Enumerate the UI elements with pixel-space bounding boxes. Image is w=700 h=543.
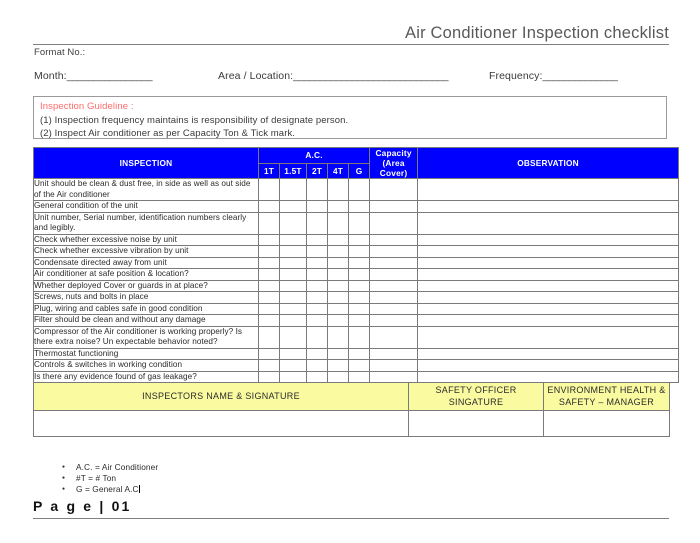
capacity-cell[interactable] bbox=[370, 348, 418, 360]
tick-cell-1t[interactable] bbox=[259, 280, 280, 292]
tick-cell-2t[interactable] bbox=[307, 179, 328, 201]
tick-cell-2t[interactable] bbox=[307, 371, 328, 383]
text-cursor bbox=[139, 485, 140, 493]
tick-cell-4t[interactable] bbox=[328, 348, 349, 360]
inspection-table bbox=[33, 147, 679, 383]
tick-cell-g[interactable] bbox=[349, 371, 370, 383]
capacity-cell[interactable] bbox=[370, 371, 418, 383]
frequency-label: Frequency: bbox=[489, 70, 543, 82]
column-header-inspection: INSPECTION bbox=[34, 148, 259, 179]
tick-cell-2t[interactable] bbox=[307, 246, 328, 258]
capacity-cell[interactable] bbox=[370, 246, 418, 258]
tick-cell-g[interactable] bbox=[349, 269, 370, 281]
title-row bbox=[33, 24, 669, 43]
tick-cell-g[interactable] bbox=[349, 315, 370, 327]
tick-cell-1t[interactable] bbox=[259, 360, 280, 372]
tick-cell-g[interactable] bbox=[349, 201, 370, 213]
month-label: Month: bbox=[34, 70, 67, 82]
tick-cell-4t[interactable] bbox=[328, 201, 349, 213]
inspection-guideline-box bbox=[33, 96, 667, 139]
observation-cell[interactable] bbox=[418, 326, 679, 348]
area-location-label: Area / Location: bbox=[218, 70, 294, 82]
tick-cell-1-5t[interactable] bbox=[280, 269, 307, 281]
inspection-item-text: Air conditioner at safe position & location? bbox=[34, 269, 259, 281]
footer-divider bbox=[33, 518, 669, 519]
inspection-item-text: Plug, wiring and cables safe in good condition bbox=[34, 303, 259, 315]
capacity-line-3: Cover) bbox=[379, 168, 408, 178]
column-header-capacity bbox=[370, 148, 418, 179]
tick-cell-1t[interactable] bbox=[259, 303, 280, 315]
capacity-cell[interactable] bbox=[370, 234, 418, 246]
legend-item bbox=[76, 473, 158, 484]
tick-cell-4t[interactable] bbox=[328, 326, 349, 348]
inspection-item-text: Is there any evidence found of gas leakage? bbox=[34, 371, 259, 383]
tick-cell-4t[interactable] bbox=[328, 269, 349, 281]
table-row bbox=[34, 348, 679, 360]
inspection-item-text: Screws, nuts and bolts in place bbox=[34, 292, 259, 304]
inspection-item-text: Whether deployed Cover or guards in at place? bbox=[34, 280, 259, 292]
inspection-item-text: Compressor of the Air conditioner is working properly? Is there extra noise? Un expectable behavior noted? bbox=[34, 326, 259, 348]
capacity-cell[interactable] bbox=[370, 201, 418, 213]
tick-cell-1-5t[interactable] bbox=[280, 257, 307, 269]
inspection-table-body bbox=[34, 179, 679, 383]
tick-cell-1-5t[interactable] bbox=[280, 292, 307, 304]
tick-cell-4t[interactable] bbox=[328, 234, 349, 246]
observation-cell[interactable] bbox=[418, 280, 679, 292]
area-location-field bbox=[218, 70, 448, 82]
tick-cell-1t[interactable] bbox=[259, 292, 280, 304]
capacity-cell[interactable] bbox=[370, 269, 418, 281]
table-row bbox=[34, 360, 679, 372]
table-row bbox=[34, 371, 679, 383]
guideline-heading: Inspection Guideline : bbox=[40, 101, 134, 112]
tick-cell-2t[interactable] bbox=[307, 212, 328, 234]
table-row bbox=[34, 257, 679, 269]
tick-cell-g[interactable] bbox=[349, 280, 370, 292]
table-row bbox=[34, 212, 679, 234]
tick-cell-1-5t[interactable] bbox=[280, 280, 307, 292]
tick-cell-g[interactable] bbox=[349, 326, 370, 348]
observation-cell[interactable] bbox=[418, 360, 679, 372]
tick-cell-2t[interactable] bbox=[307, 292, 328, 304]
month-field bbox=[34, 70, 152, 82]
capacity-line-2: (Area bbox=[382, 158, 405, 168]
tick-cell-1t[interactable] bbox=[259, 201, 280, 213]
tick-cell-g[interactable] bbox=[349, 292, 370, 304]
legend-item-label: G = General A.C bbox=[76, 484, 139, 494]
tick-cell-1t[interactable] bbox=[259, 246, 280, 258]
tick-cell-1t[interactable] bbox=[259, 269, 280, 281]
capacity-cell[interactable] bbox=[370, 303, 418, 315]
guideline-item-1: (1) Inspection frequency maintains is responsibility of designate person. bbox=[40, 114, 349, 126]
observation-cell[interactable] bbox=[418, 371, 679, 383]
signature-header-inspectors: INSPECTORS NAME & SIGNATURE bbox=[34, 383, 409, 411]
inspection-item-text: Filter should be clean and without any damage bbox=[34, 315, 259, 327]
observation-cell[interactable] bbox=[418, 303, 679, 315]
signature-field-safety-officer[interactable] bbox=[409, 411, 544, 437]
table-row bbox=[34, 234, 679, 246]
frequency-field bbox=[489, 70, 617, 82]
signature-entry-row bbox=[34, 411, 670, 437]
tick-cell-1t[interactable] bbox=[259, 326, 280, 348]
inspection-item-text: Unit number, Serial number, identification numbers clearly and legibly. bbox=[34, 212, 259, 234]
table-row bbox=[34, 315, 679, 327]
inspection-item-text: Thermostat functioning bbox=[34, 348, 259, 360]
legend-item bbox=[76, 484, 158, 495]
tick-cell-g[interactable] bbox=[349, 360, 370, 372]
guideline-item-2: (2) Inspect Air conditioner as per Capacity Ton & Tick mark. bbox=[40, 127, 296, 139]
observation-cell[interactable] bbox=[418, 257, 679, 269]
observation-cell[interactable] bbox=[418, 246, 679, 258]
tick-cell-4t[interactable] bbox=[328, 212, 349, 234]
tick-cell-1-5t[interactable] bbox=[280, 360, 307, 372]
page-title: Air Conditioner Inspection checklist bbox=[405, 24, 669, 42]
frequency-input-blank[interactable]: ______________ bbox=[542, 70, 618, 82]
tick-cell-1-5t[interactable] bbox=[280, 326, 307, 348]
tick-cell-2t[interactable] bbox=[307, 360, 328, 372]
tick-cell-1-5t[interactable] bbox=[280, 246, 307, 258]
tick-cell-4t[interactable] bbox=[328, 315, 349, 327]
signature-header-ehs-manager bbox=[544, 383, 670, 411]
column-header-ac-group: A.C. bbox=[259, 148, 370, 164]
tick-cell-g[interactable] bbox=[349, 234, 370, 246]
tick-cell-g[interactable] bbox=[349, 303, 370, 315]
tick-cell-2t[interactable] bbox=[307, 303, 328, 315]
table-row bbox=[34, 246, 679, 258]
format-no-label: Format No.: bbox=[34, 47, 86, 58]
observation-cell[interactable] bbox=[418, 212, 679, 234]
tick-cell-4t[interactable] bbox=[328, 303, 349, 315]
ehs-manager-line-2: SAFETY – MANAGER bbox=[558, 396, 655, 407]
tick-cell-1-5t[interactable] bbox=[280, 234, 307, 246]
capacity-cell[interactable] bbox=[370, 315, 418, 327]
observation-cell[interactable] bbox=[418, 292, 679, 304]
tick-cell-4t[interactable] bbox=[328, 360, 349, 372]
tick-cell-4t[interactable] bbox=[328, 371, 349, 383]
legend-item-label: A.C. = Air Conditioner bbox=[76, 462, 159, 472]
capacity-cell[interactable] bbox=[370, 179, 418, 201]
signature-field-inspectors[interactable] bbox=[34, 411, 409, 437]
legend-item bbox=[76, 462, 158, 473]
tick-cell-2t[interactable] bbox=[307, 348, 328, 360]
tick-cell-4t[interactable] bbox=[328, 179, 349, 201]
table-row bbox=[34, 292, 679, 304]
observation-cell[interactable] bbox=[418, 315, 679, 327]
page-number: P a g e | 01 bbox=[33, 498, 132, 514]
observation-cell[interactable] bbox=[418, 348, 679, 360]
table-row bbox=[34, 269, 679, 281]
month-input-blank[interactable]: ________________ bbox=[66, 70, 153, 82]
observation-cell[interactable] bbox=[418, 179, 679, 201]
tick-cell-g[interactable] bbox=[349, 257, 370, 269]
observation-cell[interactable] bbox=[418, 201, 679, 213]
observation-cell[interactable] bbox=[418, 269, 679, 281]
tick-cell-2t[interactable] bbox=[307, 201, 328, 213]
tick-cell-4t[interactable] bbox=[328, 246, 349, 258]
signature-header-safety-officer: SAFETY OFFICER SINGATURE bbox=[409, 383, 544, 411]
table-row bbox=[34, 201, 679, 213]
tick-cell-1-5t[interactable] bbox=[280, 179, 307, 201]
column-header-ac-1t: 1T bbox=[259, 163, 280, 179]
tick-cell-4t[interactable] bbox=[328, 292, 349, 304]
tick-cell-2t[interactable] bbox=[307, 280, 328, 292]
capacity-cell[interactable] bbox=[370, 212, 418, 234]
capacity-cell[interactable] bbox=[370, 292, 418, 304]
tick-cell-1-5t[interactable] bbox=[280, 315, 307, 327]
inspection-item-text: General condition of the unit bbox=[34, 201, 259, 213]
capacity-cell[interactable] bbox=[370, 257, 418, 269]
inspection-item-text: Unit should be clean & dust free, in side as well as out side of the Air conditioner bbox=[34, 179, 259, 201]
capacity-line-1: Capacity bbox=[375, 148, 412, 158]
tick-cell-1-5t[interactable] bbox=[280, 212, 307, 234]
area-location-input-blank[interactable]: _____________________________ bbox=[293, 70, 449, 82]
table-row bbox=[34, 326, 679, 348]
tick-cell-1-5t[interactable] bbox=[280, 201, 307, 213]
capacity-cell[interactable] bbox=[370, 326, 418, 348]
capacity-cell[interactable] bbox=[370, 280, 418, 292]
column-header-ac-g: G bbox=[349, 163, 370, 179]
table-row bbox=[34, 303, 679, 315]
table-row bbox=[34, 179, 679, 201]
column-header-observation: OBSERVATION bbox=[418, 148, 679, 179]
tick-cell-2t[interactable] bbox=[307, 315, 328, 327]
tick-cell-4t[interactable] bbox=[328, 257, 349, 269]
title-divider bbox=[33, 44, 669, 45]
tick-cell-1t[interactable] bbox=[259, 348, 280, 360]
tick-cell-2t[interactable] bbox=[307, 269, 328, 281]
tick-cell-1t[interactable] bbox=[259, 234, 280, 246]
legend-item-label: #T = # Ton bbox=[76, 473, 117, 483]
tick-cell-1-5t[interactable] bbox=[280, 371, 307, 383]
observation-cell[interactable] bbox=[418, 234, 679, 246]
inspection-item-text: Check whether excessive noise by unit bbox=[34, 234, 259, 246]
tick-cell-g[interactable] bbox=[349, 348, 370, 360]
tick-cell-4t[interactable] bbox=[328, 280, 349, 292]
signature-table bbox=[33, 382, 670, 437]
signature-header-row bbox=[34, 383, 670, 411]
tick-cell-1t[interactable] bbox=[259, 371, 280, 383]
tick-cell-1t[interactable] bbox=[259, 179, 280, 201]
tick-cell-2t[interactable] bbox=[307, 326, 328, 348]
tick-cell-1-5t[interactable] bbox=[280, 303, 307, 315]
column-header-ac-1-5t: 1.5T bbox=[280, 163, 307, 179]
tick-cell-1t[interactable] bbox=[259, 212, 280, 234]
tick-cell-g[interactable] bbox=[349, 179, 370, 201]
tick-cell-1-5t[interactable] bbox=[280, 348, 307, 360]
table-row bbox=[34, 280, 679, 292]
tick-cell-1t[interactable] bbox=[259, 257, 280, 269]
legend-list bbox=[58, 462, 158, 495]
column-header-ac-2t: 2T bbox=[307, 163, 328, 179]
tick-cell-g[interactable] bbox=[349, 212, 370, 234]
column-header-ac-4t: 4T bbox=[328, 163, 349, 179]
inspection-item-text: Controls & switches in working condition bbox=[34, 360, 259, 372]
inspection-item-text: Condensate directed away from unit bbox=[34, 257, 259, 269]
tick-cell-1t[interactable] bbox=[259, 315, 280, 327]
tick-cell-2t[interactable] bbox=[307, 234, 328, 246]
tick-cell-g[interactable] bbox=[349, 246, 370, 258]
table-header-row-1 bbox=[34, 148, 679, 164]
inspection-item-text: Check whether excessive vibration by unit bbox=[34, 246, 259, 258]
tick-cell-2t[interactable] bbox=[307, 257, 328, 269]
ehs-manager-line-1: ENVIRONMENT HEALTH & bbox=[547, 385, 666, 395]
signature-field-ehs-manager[interactable] bbox=[544, 411, 670, 437]
capacity-cell[interactable] bbox=[370, 360, 418, 372]
